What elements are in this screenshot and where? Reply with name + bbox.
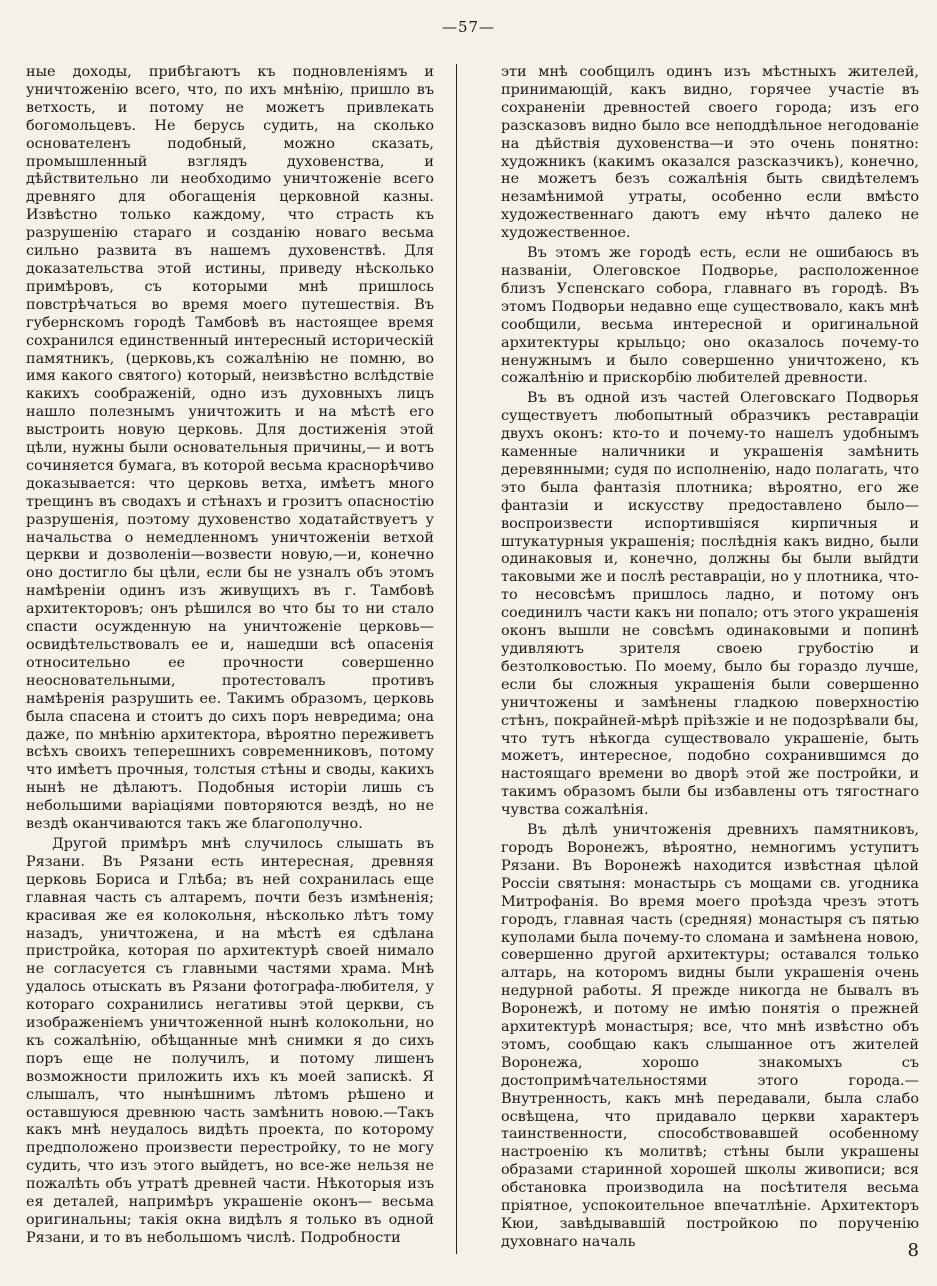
page-number: —57— — [441, 18, 496, 36]
paragraph: Въ этомъ же городѣ есть, если не ошибаюсь въ названіи, Олеговское Подворье, расположенное близъ Успенскаго собора, главнаго въ городѣ. Въ этомъ Подворьи недавно еще существовало, какъ мнѣ сообщили, весьма интересной и оригинальной архитектуры крыльцо; оно оказалось почему-то ненужнымъ и было совершенно уничтожено, къ сожалѣнію и прискорбію любителей древности. — [501, 245, 919, 387]
paragraph: Въ въ одной изъ частей Олеговскаго Подворья существуетъ любопытный образчикъ реставраціи двухъ оконъ: кто-то и почему-то нашелъ удобнымъ каменные наличники и украшенія замѣнить деревянными; судя по исполненію, надо полагать, что это была фантазія плотника; вѣроятно, его же фантазіи и искусству предоставлено было—воспроизвести испортившіяся кирпичныя и штукатурныя украшенія; послѣднія какъ видно, были одинаковыя и, конечно, должны бы были выйдти таковыми же и послѣ реставраціи, но у плотника, что-то несовсѣмъ пришлось ладно, и потому онъ соединилъ части какъ ни попало; отъ этого украшенія оконъ вышли не совсѣмъ одинаковыми и попинѣ удивляютъ зрителя своею грубостію и безтолковостью. По моему, было бы гораздо лучше, если бы сложныя украшенія были совершенно уничтожены и замѣнены гладкою поверхностію стѣнъ, покрайней-мѣрѣ пріѣзжіе и не подозрѣвали бы, что тутъ нѣкогда существовало украшеніе, быть можетъ, интересное, подобно сохранившимся до настоящаго времени во дворѣ этой же постройки, и такимъ образомъ были бы избавлены отъ тягостнаго чувства сожалѣнія. — [501, 390, 919, 819]
signature-mark: 8 — [907, 1240, 919, 1261]
paragraph: ные доходы, прибѣгаютъ къ подновленіямъ и уничтоженію всего, что, по ихъ мнѣнію, пришло въ ветхость, и потому не можетъ привлекать богомольцевъ. Не берусь судить, на сколько основателенъ подобный, можно сказать, промышленный взглядъ духовенства, и дѣйствительно ли необходимо уничтоженіе всего древняго для обогащенія церковной казны. Извѣстно только каждому, что страсть къ разрушенію стараго и созданію новаго весьма сильно развита въ нашемъ духовенствѣ. Для доказательства этой истины, приведу нѣсколько примѣровъ, съ которыми мнѣ пришлось повстрѣчаться во время моего путешествія. Въ губернскомъ городѣ Тамбовѣ въ настоящее время сохранился единственный интересный историческій памятникъ, (церковь,къ сожалѣнію не помню, во имя какого святого) который, неизвѣстно вслѣдствіе какихъ соображеній, одно изъ духовныхъ лицъ нашло полезнымъ уничтожить и на мѣстѣ его выстроить новую церковь. Для достиженія этой цѣли, нужны были основательныя причины,— и вотъ сочиняется бумага, въ которой весьма краснорѣчиво доказывается: что церковь ветха, имѣетъ много трещинъ въ сводахъ и стѣнахъ и грозитъ опасностію разрушенія, поэтому духовенство ходатайствуетъ у начальства о немедленномъ уничтоженіи ветхой церкви и дозволеніи—возвести новую,—и, конечно оно достигло бы цѣли, если бы не узналъ объ этомъ намѣреніи одинъ изъ живущихъ въ г. Тамбовѣ архитекторовъ; онъ рѣшился во что бы то ни стало спасти осужденную на уничтоженіе церковь—освидѣтельствовалъ ее и, нашедши всѣ опасенія относительно ее прочности совершенно неосновательными, протестовалъ противъ намѣренія разрушить ее. Такимъ образомъ, церковь была спасена и стоитъ до сихъ поръ невредима; она даже, по мнѣнію архитектора, вѣроятно переживетъ всѣхъ своихъ теперешнихъ современниковъ, потому что имѣетъ прочныя, толстыя стѣны и своды, какихъ нынѣ не дѣлаютъ. Подобныя исторіи лишь съ небольшими варіаціями повторяются вездѣ, но не вездѣ оканчиваются такъ же благополучно. — [26, 64, 434, 833]
column-divider — [456, 64, 457, 1254]
right-column — [501, 64, 919, 1254]
left-column — [26, 64, 434, 1250]
paragraph: Другой примѣръ мнѣ случилось слышать въ Рязани. Въ Рязани есть интересная, древняя церковь Бориса и Глѣба; въ ней сохранилась еще главная часть съ алтаремъ, почти безъ измѣненія; красивая же ея колокольня, нѣсколько лѣтъ тому назадъ, уничтожена, и на мѣстѣ ея сдѣлана пристройка, которая по архитектурѣ своей нимало не согласуется съ главными частями храма. Мнѣ удалось отыскать въ Рязани фотографа-любителя, у котораго сохранились негативы этой церкви, съ изображеніемъ уничтоженной нынѣ колокольни, но къ сожалѣнію, обѣщанные мнѣ снимки я до сихъ поръ еще не получилъ, и потому лишенъ возможности приложить ихъ къ моей запискѣ. Я слышалъ, что нынѣшнимъ лѣтомъ рѣшено и оставшуюся древнюю часть замѣнить новою.—Такъ какъ мнѣ неудалось видѣть проекта, по которому предположено произвести перестройку, то не могу судить, что изъ этого выйдетъ, но все-же нельзя не пожалѣть объ утратѣ древней части. Нѣкоторыя изъ ея деталей, напримѣръ украшеніе оконъ— весьма оригинальны; такія окна видѣлъ я только въ одной Рязани, и то въ небольшомъ числѣ. Подробности — [26, 835, 434, 1246]
paragraph: эти мнѣ сообщилъ одинъ изъ мѣстныхъ жителей, принимающій, какъ видно, горячее участіе въ сохраненіи древностей своего города; изъ его разсказовъ видно было все неподдѣльное негодованіе на дѣйствія духовенства—и это очень понятно: художникъ (какимъ оказался разсказчикъ), конечно, не можетъ безъ сожалѣнія быть свидѣтелемъ незамѣнимой утраты, особенно если вмѣсто художественнаго даютъ ему нѣчто далеко не художественное. — [501, 64, 919, 242]
paragraph: Въ дѣлѣ уничтоженія древнихъ памятниковъ, городъ Воронежъ, вѣроятно, немногимъ уступитъ Рязани. Въ Воронежѣ находится извѣстная цѣлой Россіи святыня: монастырь съ мощами св. угодника Митрофанія. Во время моего проѣзда чрезъ этотъ городъ, главная часть (средняя) монастыря съ пятью куполами была почему-то сломана и замѣнена новою, совершенно другой архитектуры; оставался только алтарь, на которомъ видны были украшенія очень недурной работы. Я прежде никогда не бывалъ въ Воронежѣ, и потому не имѣю понятія о прежней архитектурѣ монастыря; все, что мнѣ извѣстно объ этомъ, сообщаю какъ слышанное отъ жителей Воронежа, хорошо знакомыхъ съ достопримѣчательностями этого города.—Внутренность, какъ мнѣ передавали, была слабо освѣщена, что придавало церкви характеръ таинственности, способствовавшей особенному настроенію къ молитвѣ; стѣны были украшены образами старинной хорошей школы живописи; вся обстановка производила на посѣтителя весьма пріятное, успокоительное впечатлѣніе. Архитекторъ Кюи, завѣдывавшій постройкою по порученію духовнаго началь — [501, 822, 919, 1250]
